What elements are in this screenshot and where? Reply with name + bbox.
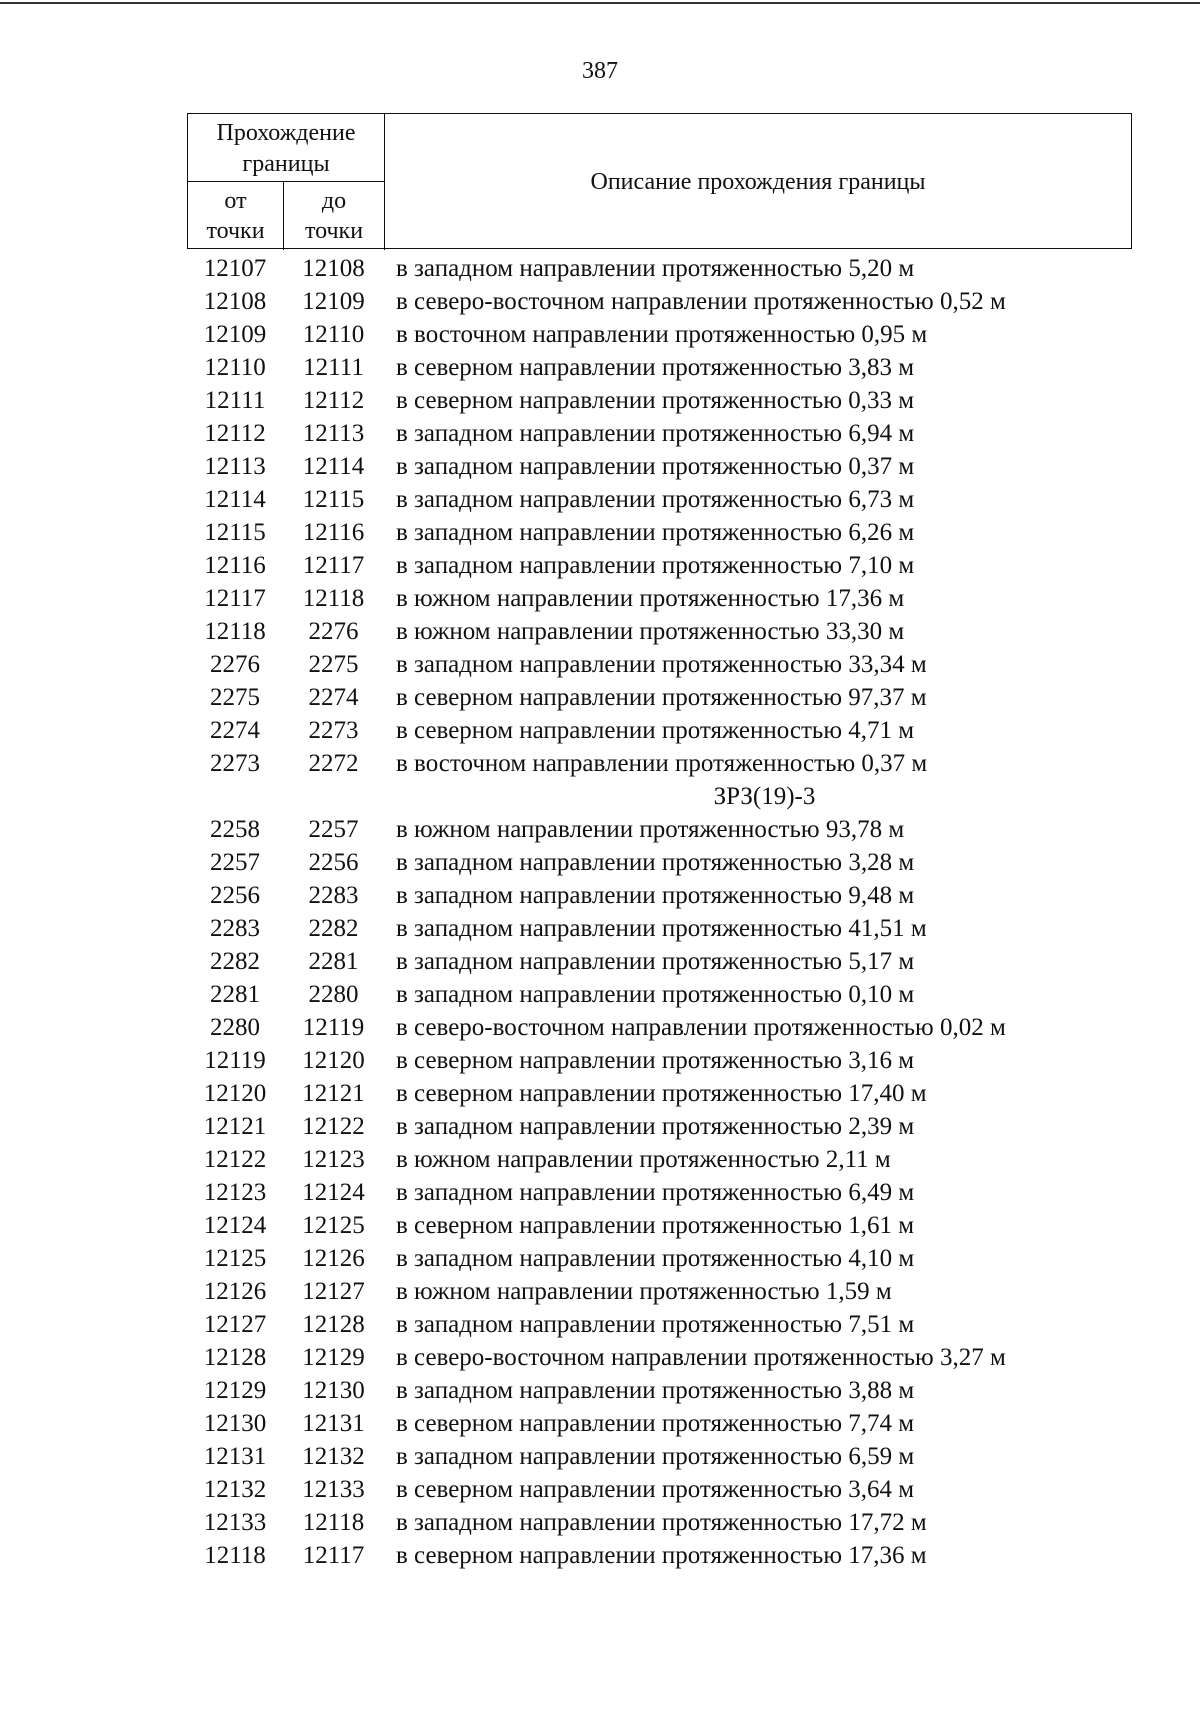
to-point-cell: 12131 [302,1410,365,1437]
from-point-cell: 12119 [204,1047,266,1074]
to-point-cell: 12117 [302,1542,365,1569]
rows-part-1 [187,252,1132,780]
to-point-cell: 2276 [308,618,359,645]
from-point-cell: 2276 [210,651,260,678]
description-cell: в северном направлении протяженностью 0,33 м [396,387,915,414]
from-point-cell: 12132 [203,1476,267,1503]
from-point-cell: 12128 [203,1344,267,1371]
from-point-cell: 12108 [203,288,267,315]
from-point-cell: 12110 [204,354,266,381]
table-row [187,1440,1132,1473]
header-passage-line2: границы [242,151,330,177]
table-row [187,1110,1132,1143]
table-row [187,351,1132,384]
table-body [187,252,1132,1572]
table-row [187,1473,1132,1506]
from-point-cell: 12133 [203,1509,267,1536]
table-row [187,648,1132,681]
to-point-cell: 12110 [302,321,365,348]
from-point-cell: 12130 [203,1410,267,1437]
to-point-cell: 2283 [308,882,359,909]
description-cell: в северном направлении протяженностью 97,37 м [396,684,927,711]
description-cell: в западном направлении протяженностью 6,94 м [396,420,915,447]
description-cell: в южном направлении протяженностью 2,11 м [396,1146,891,1173]
to-point-cell: 12116 [302,519,365,546]
table-row [187,483,1132,516]
from-point-cell: 2275 [210,684,260,711]
to-point-cell: 2282 [308,915,359,942]
description-cell: в северном направлении протяженностью 3,83 м [396,354,915,381]
to-point-cell: 12118 [302,1509,365,1536]
description-cell: в северном направлении протяженностью 1,61 м [396,1212,915,1239]
description-cell: в западном направлении протяженностью 6,26 м [396,519,915,546]
header-description: Описание прохождения границы [590,168,926,195]
table-row [187,450,1132,483]
description-cell: в северном направлении протяженностью 4,71 м [396,717,915,744]
from-point-cell: 12112 [204,420,266,447]
header-from-line1: от [224,188,247,214]
section-title: ЗРЗ(19)-3 [713,783,816,810]
from-point-cell: 12114 [204,486,266,513]
header-passage-line1: Прохождение [216,120,356,146]
header-to-line2: точки [304,218,364,244]
table-row [187,1275,1132,1308]
to-point-cell: 12127 [302,1278,365,1305]
from-point-cell: 12127 [203,1311,267,1338]
description-cell: в западном направлении протяженностью 6,59 м [396,1443,915,1470]
to-point-cell: 12120 [302,1047,365,1074]
table-row [187,516,1132,549]
to-point-cell: 12109 [302,288,365,315]
to-point-cell: 2275 [308,651,359,678]
from-point-cell: 2256 [210,882,260,909]
table-row [187,846,1132,879]
from-point-cell: 12117 [204,585,266,612]
to-point-cell: 12133 [302,1476,365,1503]
table-row [187,1242,1132,1275]
to-point-cell: 12117 [302,552,365,579]
from-point-cell: 12115 [204,519,266,546]
table-row [187,1209,1132,1242]
description-cell: в восточном направлении протяженностью 0,95 м [396,321,928,348]
from-point-cell: 12120 [203,1080,267,1107]
description-cell: в западном направлении протяженностью 3,28 м [396,849,915,876]
description-cell: в южном направлении протяженностью 33,30 м [396,618,905,645]
to-point-cell: 12119 [302,1014,365,1041]
description-cell: в западном направлении протяженностью 9,48 м [396,882,915,909]
description-cell: в северо-восточном направлении протяженностью 3,27 м [396,1344,1006,1371]
from-point-cell: 2257 [210,849,260,876]
table-row [187,1308,1132,1341]
to-point-cell: 12129 [302,1344,365,1371]
table-row [187,978,1132,1011]
from-point-cell: 12113 [204,453,266,480]
description-cell: в западном направлении протяженностью 41,51 м [396,915,927,942]
from-point-cell: 2283 [210,915,260,942]
table-row [187,1044,1132,1077]
from-point-cell: 12123 [203,1179,267,1206]
table-row [187,549,1132,582]
to-point-cell: 12108 [302,255,365,282]
from-point-cell: 12109 [203,321,267,348]
description-cell: в западном направлении протяженностью 0,37 м [396,453,915,480]
table-row [187,1143,1132,1176]
rows-part-2 [187,813,1132,1572]
from-point-cell: 12121 [203,1113,267,1140]
description-cell: в западном направлении протяженностью 6,73 м [396,486,915,513]
page-number: 387 [582,58,618,84]
table-row [187,714,1132,747]
table-header [187,113,1132,249]
table-row [187,417,1132,450]
description-cell: в северо-восточном направлении протяженностью 0,52 м [396,288,1006,315]
to-point-cell: 12124 [302,1179,365,1206]
description-cell: в южном направлении протяженностью 93,78 м [396,816,905,843]
table-row [187,252,1132,285]
from-point-cell: 12107 [203,255,267,282]
table-row [187,615,1132,648]
table-row [187,945,1132,978]
description-cell: в южном направлении протяженностью 17,36 м [396,585,905,612]
header-to-point [284,182,385,250]
description-cell: в северном направлении протяженностью 17,36 м [396,1542,927,1569]
from-point-cell: 2274 [210,717,260,744]
to-point-cell: 12130 [302,1377,365,1404]
description-cell: в западном направлении протяженностью 7,51 м [396,1311,915,1338]
table-row [187,1374,1132,1407]
to-point-cell: 12126 [302,1245,365,1272]
to-point-cell: 12114 [302,453,365,480]
table-row [187,1011,1132,1044]
to-point-cell: 12128 [302,1311,365,1338]
description-cell: в восточном направлении протяженностью 0,37 м [396,750,928,777]
to-point-cell: 12122 [302,1113,365,1140]
description-cell: в северном направлении протяженностью 3,16 м [396,1047,915,1074]
to-point-cell: 12123 [302,1146,365,1173]
header-passage [188,114,385,182]
table-row [187,318,1132,351]
from-point-cell: 12126 [203,1278,267,1305]
to-point-cell: 2256 [308,849,359,876]
table-row [187,747,1132,780]
from-point-cell: 2258 [210,816,260,843]
from-point-cell: 12118 [204,1542,266,1569]
to-point-cell: 2257 [308,816,359,843]
header-from-point [188,182,284,250]
description-cell: в западном направлении протяженностью 33,34 м [396,651,927,678]
from-point-cell: 12125 [203,1245,267,1272]
table-row [187,813,1132,846]
description-cell: в западном направлении протяженностью 17,72 м [396,1509,927,1536]
description-cell: в западном направлении протяженностью 5,20 м [396,255,915,282]
table-row [187,285,1132,318]
to-point-cell: 2280 [308,981,359,1008]
table-row [187,1539,1132,1572]
from-point-cell: 2281 [210,981,260,1008]
to-point-cell: 12111 [303,354,364,381]
description-cell: в южном направлении протяженностью 1,59 м [396,1278,892,1305]
from-point-cell: 12122 [203,1146,267,1173]
to-point-cell: 2281 [308,948,359,975]
to-point-cell: 2273 [308,717,359,744]
to-point-cell: 12112 [302,387,365,414]
description-cell: в западном направлении протяженностью 6,49 м [396,1179,915,1206]
to-point-cell: 12125 [302,1212,365,1239]
table-row [187,1506,1132,1539]
to-point-cell: 2274 [308,684,359,711]
scan-border-line [0,2,1200,4]
description-cell: в северном направлении протяженностью 17,40 м [396,1080,927,1107]
from-point-cell: 12124 [203,1212,267,1239]
table-row [187,1341,1132,1374]
from-point-cell: 12129 [203,1377,267,1404]
from-point-cell: 12131 [203,1443,267,1470]
description-cell: в западном направлении протяженностью 4,10 м [396,1245,915,1272]
from-point-cell: 12111 [204,387,266,414]
from-point-cell: 12118 [204,618,266,645]
table-row [187,879,1132,912]
to-point-cell: 12132 [302,1443,365,1470]
table-row [187,384,1132,417]
from-point-cell: 12116 [204,552,266,579]
table-row [187,1176,1132,1209]
description-cell: в северном направлении протяженностью 7,74 м [396,1410,915,1437]
table-row [187,1407,1132,1440]
header-from-line2: точки [206,218,265,244]
table-row [187,582,1132,615]
header-to-line1: до [321,188,347,214]
description-cell: в западном направлении протяженностью 0,10 м [396,981,915,1008]
from-point-cell: 2273 [210,750,260,777]
table-row [187,681,1132,714]
to-point-cell: 2272 [308,750,359,777]
to-point-cell: 12121 [302,1080,365,1107]
table-row [187,1077,1132,1110]
to-point-cell: 12115 [302,486,365,513]
description-cell: в западном направлении протяженностью 7,10 м [396,552,915,579]
to-point-cell: 12113 [302,420,365,447]
description-cell: в северном направлении протяженностью 3,64 м [396,1476,915,1503]
from-point-cell: 2282 [210,948,260,975]
description-cell: в северо-восточном направлении протяженностью 0,02 м [396,1014,1006,1041]
table-row [187,912,1132,945]
description-cell: в западном направлении протяженностью 2,39 м [396,1113,915,1140]
description-cell: в западном направлении протяженностью 5,17 м [396,948,915,975]
description-cell: в западном направлении протяженностью 3,88 м [396,1377,915,1404]
from-point-cell: 2280 [210,1014,260,1041]
to-point-cell: 12118 [302,585,365,612]
